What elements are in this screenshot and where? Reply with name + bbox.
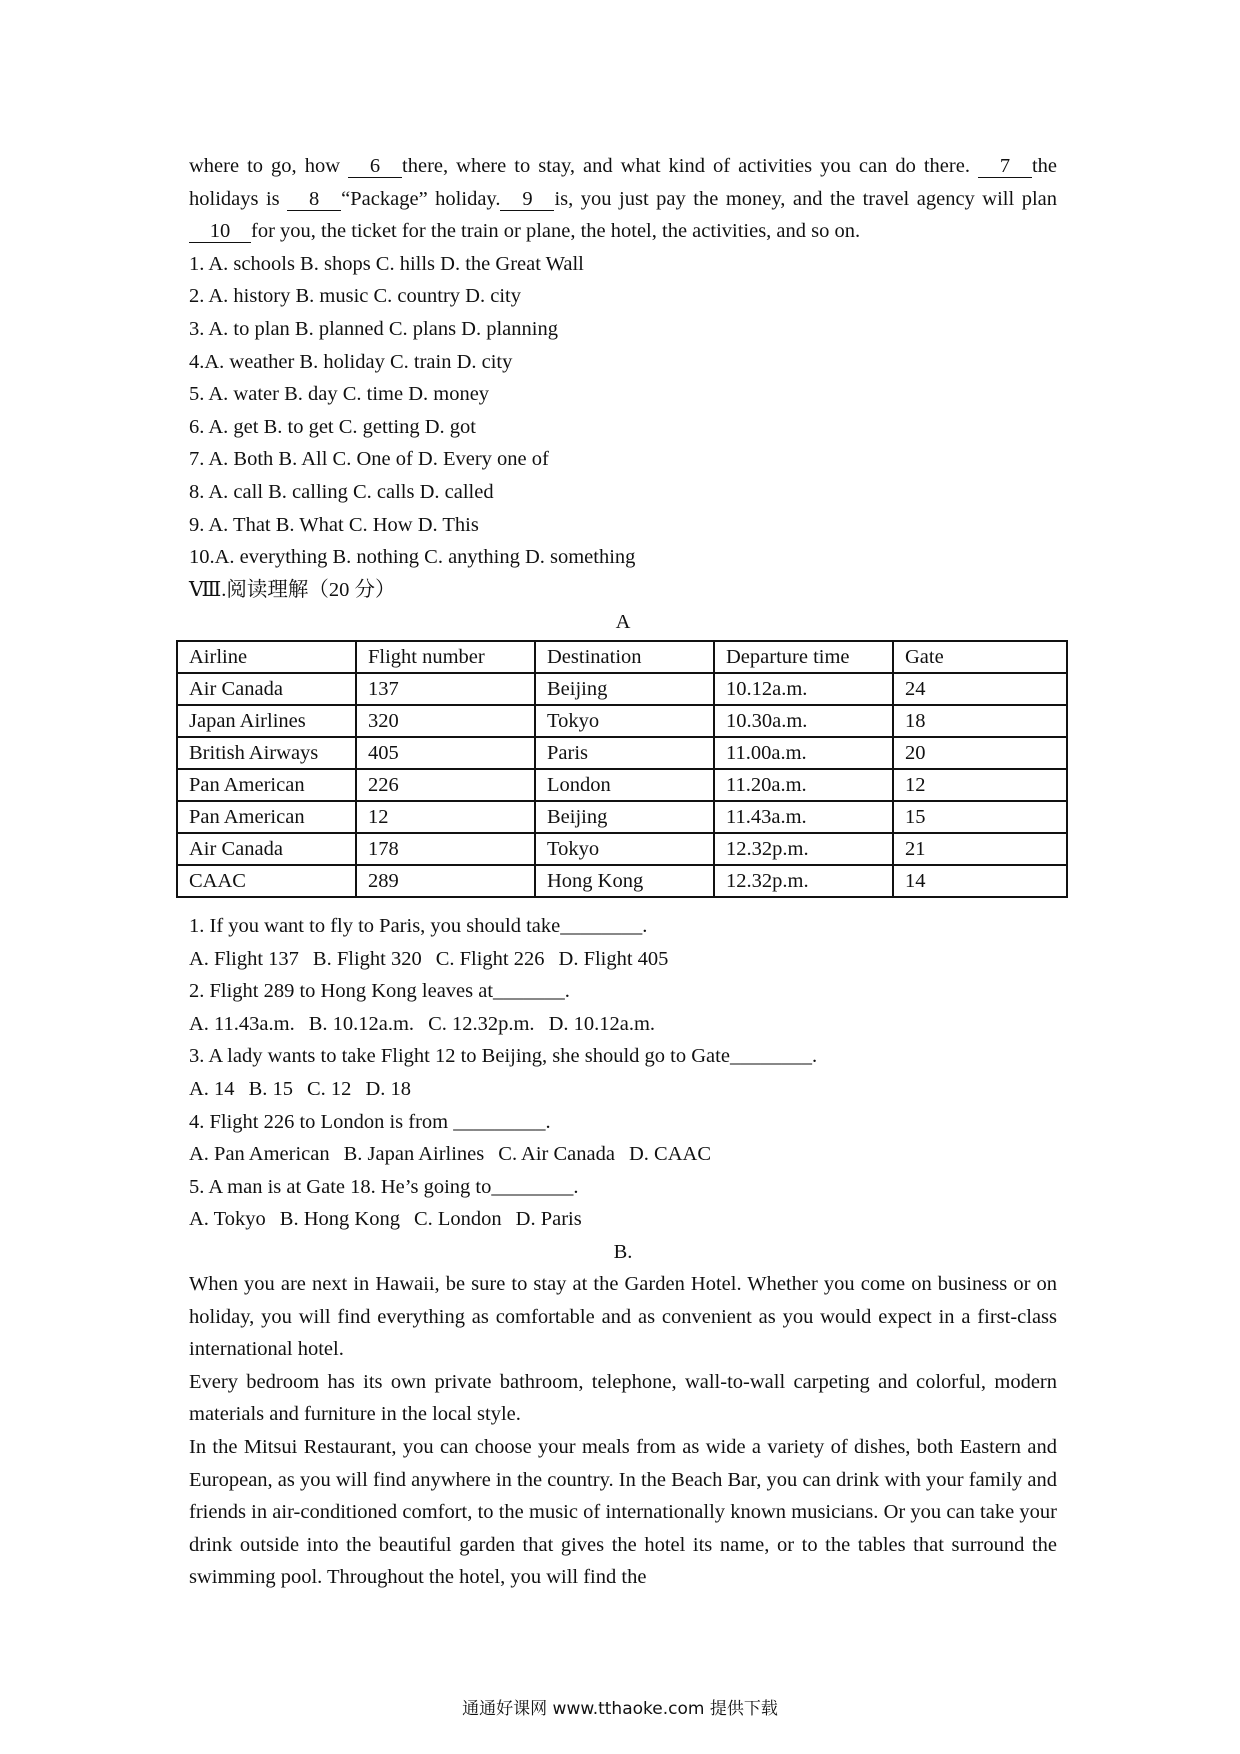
cloze-segment: the [1031,155,1058,177]
table-cell: Japan Airlines [177,705,356,737]
table-cell: 12.32p.m. [714,865,893,897]
table-cell: 11.00a.m. [714,737,893,769]
option: D. CAAC [628,1143,711,1166]
option: B. 15 [248,1077,293,1100]
table-cell: Air Canada [177,673,356,705]
table-header: Airline [177,641,356,673]
table-cell: 12 [893,769,1067,801]
table-cell: Beijing [535,673,714,705]
part-a-label: A [615,611,631,634]
table-cell: 14 [893,865,1067,897]
option-line-2: 2. A. history B. music C. country D. city [189,285,521,308]
cloze-segment: for you, the ticket for the train or plane, the hotel, the activities, and so on. [251,220,861,243]
table-row [177,801,1067,833]
table-cell: 11.43a.m. [714,801,893,833]
option-line-7: 7. A. Both B. All C. One of D. Every one of [189,448,549,471]
question-5: 5. A man is at Gate 18. He’s going to________. [189,1175,579,1198]
table-header-row [177,641,1067,673]
option-line-10: 10.A. everything B. nothing C. anything D. something [189,546,636,569]
passage-paragraph: In the Mitsui Restaurant, you can choose your meals from as wide a variety of dishes, both Eastern and European, as you will find anywhere in the country. In the Beach Bar, you can drink with your family and friends in air-conditioned comfort, to the music of internationally known musicians. Or you can take your drink outside into the beautiful garden that gives the hotel its name, or to the tables that surround the swimming pool. Throughout the hotel, you will find the [189,1435,1057,1589]
option-line-3: 3. A. to plan B. planned C. plans D. planning [189,317,558,340]
question-1-options [189,943,1057,976]
table-cell: 12 [356,801,535,833]
table-cell: London [535,769,714,801]
option: C. London [413,1208,502,1231]
part-b-label: B. [613,1240,633,1263]
table-cell: 289 [356,865,535,897]
blank-7: 7 [978,155,1032,178]
table-cell: Pan American [177,769,356,801]
option-line-9: 9. A. That B. What C. How D. This [189,513,479,536]
table-row [177,769,1067,801]
cloze-segment: plan [1021,187,1058,210]
option: D. 18 [365,1077,411,1100]
page-footer: 通通好课网 www.tthaoke.com 提供下载 [462,1699,778,1719]
table-cell: Pan American [177,801,356,833]
table-cell: 405 [356,737,535,769]
table-cell: Beijing [535,801,714,833]
table-cell: 226 [356,769,535,801]
table-cell: 10.12a.m. [714,673,893,705]
cloze-segment: where to go, how [189,155,341,177]
table-row [177,865,1067,897]
cloze-text [189,150,1057,248]
blank-9: 9 [500,188,554,211]
option: A. Pan American [189,1143,330,1166]
table-cell: Paris [535,737,714,769]
option: B. Flight 320 [312,947,422,970]
option-line-4: 4.A. weather B. holiday C. train D. city [189,350,513,373]
option-line-8: 8. A. call B. calling C. calls D. called [189,480,494,503]
passage-paragraph: When you are next in Hawaii, be sure to stay at the Garden Hotel. Whether you come on business or on holiday, you will find everything as comfortable and as convenient as you would expect in a first-class international hotel. [189,1273,1057,1361]
question-4-options [189,1138,1057,1171]
table-cell: 21 [893,833,1067,865]
question-1: 1. If you want to fly to Paris, you should take________. [189,915,648,937]
blank-8: 8 [287,188,341,211]
table-cell: 24 [893,673,1067,705]
question-3-options [189,1073,1057,1106]
flight-table [176,640,1068,898]
cloze-segment: holidays is [189,187,280,210]
table-cell: CAAC [177,865,356,897]
question-2-options [189,1008,1057,1041]
cloze-segment: is, you just pay the money, and the travel agency will [554,187,1015,210]
table-cell: 15 [893,801,1067,833]
question-4: 4. Flight 226 to London is from _________. [189,1110,551,1133]
table-row [177,673,1067,705]
option: A. Flight 137 [189,947,299,970]
table-cell: 11.20a.m. [714,769,893,801]
option: A. 14 [189,1077,235,1100]
section-title: Ⅷ.阅读理解（20 分） [189,578,396,601]
option: D. Paris [515,1208,582,1231]
option: C. 12.32p.m. [428,1012,535,1035]
table-header: Flight number [356,641,535,673]
table-row [177,737,1067,769]
table-cell: 178 [356,833,535,865]
option: B. Japan Airlines [343,1143,485,1166]
reading-b-passage [189,1268,1057,1594]
table-cell: 137 [356,673,535,705]
option-line-1: 1. A. schools B. shops C. hills D. the Great Wall [189,252,584,275]
table-cell: 12.32p.m. [714,833,893,865]
reading-a-questions [189,910,1057,1269]
blank-10: 10 [189,220,251,243]
question-2: 2. Flight 289 to Hong Kong leaves at_______. [189,980,570,1003]
table-cell: British Airways [177,737,356,769]
table-cell: 20 [893,737,1067,769]
table-header: Destination [535,641,714,673]
option: C. Flight 226 [435,947,545,970]
table-row [177,833,1067,865]
table-cell: 320 [356,705,535,737]
cloze-passage [189,150,1057,639]
table-row [177,705,1067,737]
table-header: Departure time [714,641,893,673]
option-line-6: 6. A. get B. to get C. getting D. got [189,415,476,438]
table-cell: Air Canada [177,833,356,865]
option: D. 10.12a.m. [548,1012,656,1035]
question-5-options [189,1203,1057,1236]
table-cell: 10.30a.m. [714,705,893,737]
option: A. Tokyo [189,1208,266,1231]
cloze-options [189,248,1057,574]
cloze-segment: “Package” holiday. [341,187,501,210]
question-3: 3. A lady wants to take Flight 12 to Beijing, she should go to Gate________. [189,1045,818,1068]
table-cell: Tokyo [535,705,714,737]
option: C. 12 [307,1077,352,1100]
option: B. 10.12a.m. [308,1012,415,1035]
table-cell: Hong Kong [535,865,714,897]
option: C. Air Canada [498,1143,615,1166]
table-cell: 18 [893,705,1067,737]
option-line-5: 5. A. water B. day C. time D. money [189,383,490,406]
blank-6: 6 [348,155,402,178]
option: D. Flight 405 [558,947,669,970]
table-header: Gate [893,641,1067,673]
cloze-segment: there, where to stay, and what kind of activities you can do there. [402,155,970,177]
option: B. Hong Kong [279,1208,400,1231]
passage-paragraph: Every bedroom has its own private bathroom, telephone, wall-to-wall carpeting and colorful, modern materials and furniture in the local style. [189,1370,1057,1426]
table-cell: Tokyo [535,833,714,865]
option: A. 11.43a.m. [189,1012,295,1035]
